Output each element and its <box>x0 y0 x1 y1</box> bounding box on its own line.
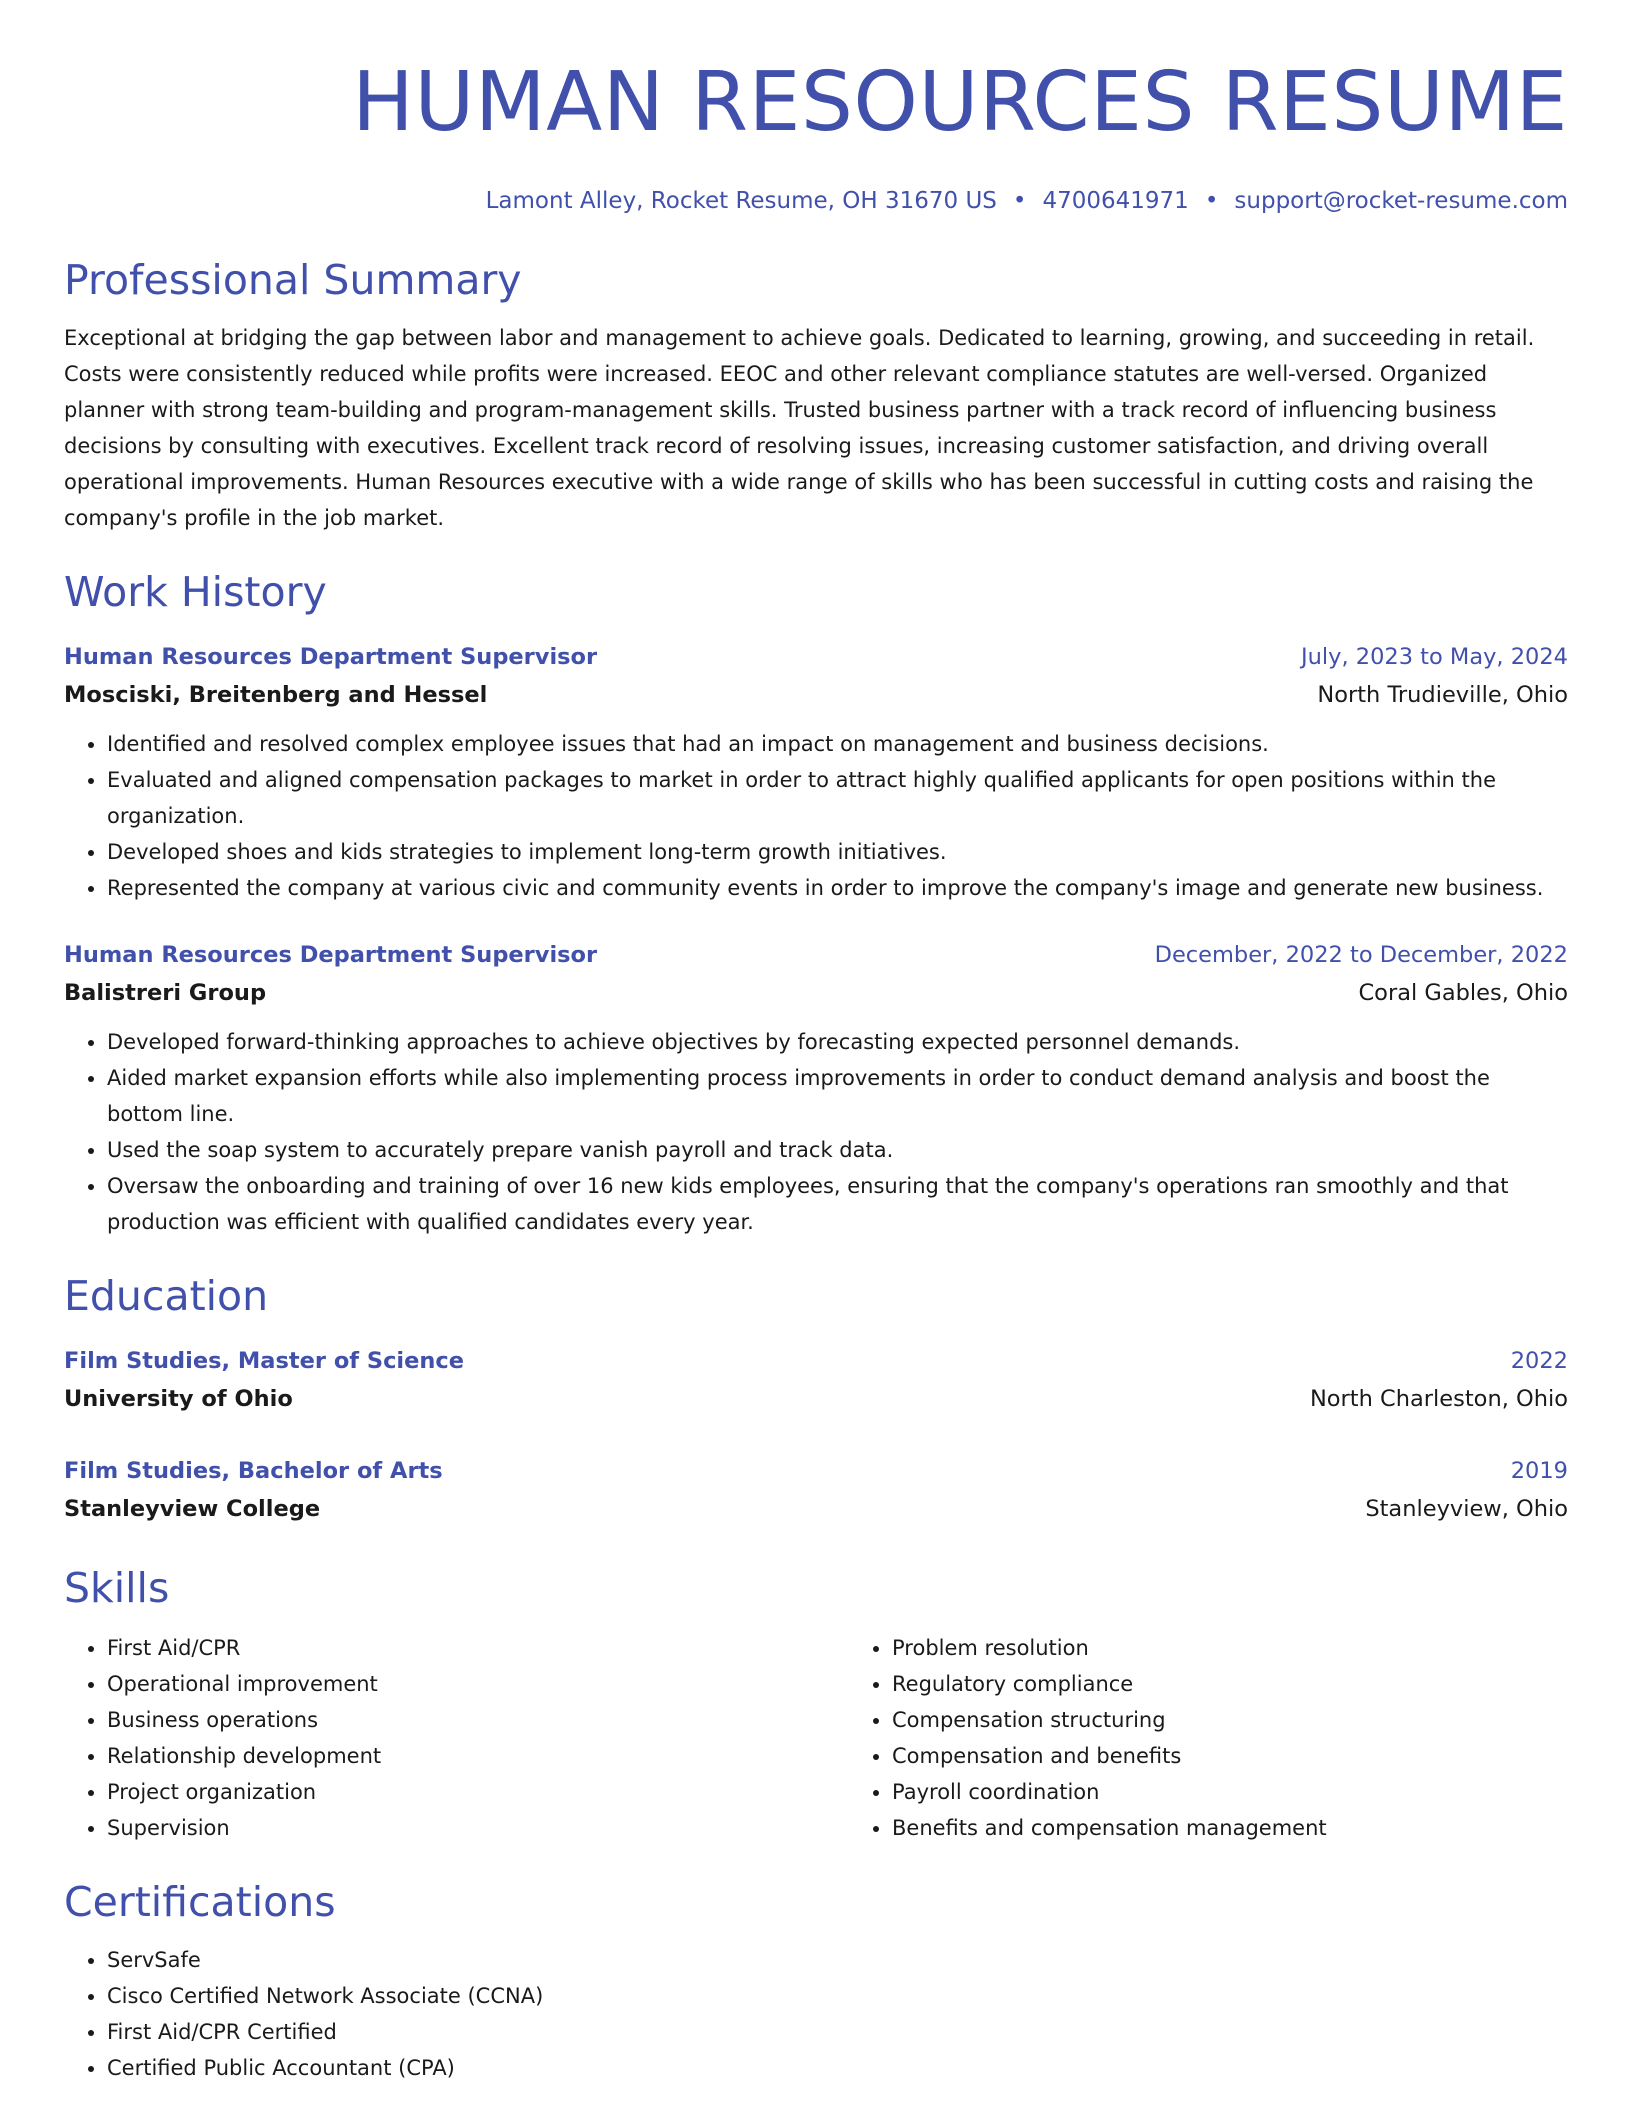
job-bullet: • Developed forward-thinking approaches to achieve objectives by forecasting expected personnel demands. <box>107 1024 1568 1060</box>
skill-item: • Project organization <box>107 1774 849 1810</box>
job-bullets <box>64 1024 1568 1240</box>
job-bullet: • Developed shoes and kids strategies to implement long-term growth initiatives. <box>107 834 1568 870</box>
summary-section <box>64 252 1568 536</box>
contact-separator: • <box>1204 188 1219 214</box>
education-section <box>64 1268 1568 1528</box>
skill-item: • Operational improvement <box>107 1666 849 1702</box>
resume-title: HUMAN RESOURCES RESUME <box>352 55 1568 150</box>
job-company: Mosciski, Breitenberg and Hessel <box>64 682 488 708</box>
education-school: Stanleyview College <box>64 1496 321 1522</box>
job-bullet: • Aided market expansion efforts while also implementing process improvements in order to conduct demand analysis and boost the bottom line. <box>107 1060 1568 1132</box>
contact-line <box>64 184 1568 218</box>
skill-item: • First Aid/CPR <box>107 1630 849 1666</box>
job-location: Coral Gables, Ohio <box>1358 980 1568 1006</box>
skill-item: • Payroll coordination <box>892 1774 1632 1810</box>
education-degree: Film Studies, Bachelor of Arts <box>64 1458 443 1484</box>
job-location: North Trudieville, Ohio <box>1317 682 1568 708</box>
education-degree: Film Studies, Master of Science <box>64 1348 465 1374</box>
job-company-row <box>64 974 1568 1012</box>
job-bullet: • Represented the company at various civic and community events in order to improve the company's image and generate new business. <box>107 870 1568 906</box>
education-entry <box>64 1452 1568 1528</box>
work-history-section <box>64 564 1568 1240</box>
certification-item: • First Aid/CPR Certified <box>107 2014 1568 2050</box>
summary-heading: Professional Summary <box>64 256 522 304</box>
skill-item: • Regulatory compliance <box>892 1666 1632 1702</box>
education-year: 2022 <box>1510 1348 1568 1374</box>
education-school-row <box>64 1380 1568 1418</box>
certification-item: • Cisco Certified Network Associate (CCNA) <box>107 1978 1568 2014</box>
job-entry <box>64 638 1568 906</box>
skill-item: • Relationship development <box>107 1738 849 1774</box>
certifications-list <box>64 1942 1568 2086</box>
job-title: Human Resources Department Supervisor <box>64 942 598 968</box>
job-bullet: • Evaluated and aligned compensation packages to market in order to attract highly qualified applicants for open positions within the organization. <box>107 762 1568 834</box>
certifications-section <box>64 1874 1568 2086</box>
job-company: Balistreri Group <box>64 980 267 1006</box>
job-dates: July, 2023 to May, 2024 <box>1300 644 1568 670</box>
education-entry <box>64 1342 1568 1418</box>
job-title: Human Resources Department Supervisor <box>64 644 598 670</box>
skills-heading: Skills <box>64 1564 170 1612</box>
skill-item: • Problem resolution <box>892 1630 1632 1666</box>
education-school-row <box>64 1490 1568 1528</box>
skill-item: • Benefits and compensation management <box>892 1810 1632 1846</box>
certifications-heading: Certifications <box>64 1878 336 1926</box>
contact-email: support@rocket-resume.com <box>1234 188 1568 214</box>
job-header-row <box>64 638 1568 676</box>
job-entry <box>64 936 1568 1240</box>
education-header-row <box>64 1342 1568 1380</box>
job-header-row <box>64 936 1568 974</box>
skills-section <box>64 1560 1568 1846</box>
skill-item: • Compensation and benefits <box>892 1738 1632 1774</box>
skill-item: • Supervision <box>107 1810 849 1846</box>
job-bullet: • Identified and resolved complex employee issues that had an impact on management and business decisions. <box>107 726 1568 762</box>
summary-text: Exceptional at bridging the gap between labor and management to achieve goals. Dedicated to learning, growing, and succeeding in retail. Costs were consistently reduced while profits were increased. EEOC and other relevant compliance statutes are well-versed. Organized planner with strong team-building and program-management skills. Trusted business partner with a track record of influencing business decisions by consulting with executives. Excellent track record of resolving issues, increasing customer satisfaction, and driving overall operational improvements. Human Resources executive with a wide range of skills who has been successful in cutting costs and raising the company's profile in the job market. <box>64 326 1535 530</box>
skill-item: • Business operations <box>107 1702 849 1738</box>
education-heading: Education <box>64 1272 269 1320</box>
job-bullet: • Oversaw the onboarding and training of over 16 new kids employees, ensuring that the company's operations ran smoothly and that production was efficient with qualified candidates every year. <box>107 1168 1568 1240</box>
education-school: University of Ohio <box>64 1386 293 1412</box>
job-bullet: • Used the soap system to accurately prepare vanish payroll and track data. <box>107 1132 1568 1168</box>
certification-item: • ServSafe <box>107 1942 1568 1978</box>
contact-separator: • <box>1012 188 1027 214</box>
job-dates: December, 2022 to December, 2022 <box>1154 942 1568 968</box>
job-bullets <box>64 726 1568 906</box>
certification-item: • Certified Public Accountant (CPA) <box>107 2050 1568 2086</box>
contact-phone: 4700641971 <box>1042 188 1189 214</box>
contact-address: Lamont Alley, Rocket Resume, OH 31670 US <box>485 188 997 214</box>
education-header-row <box>64 1452 1568 1490</box>
education-year: 2019 <box>1510 1458 1568 1484</box>
education-location: North Charleston, Ohio <box>1309 1386 1568 1412</box>
work-history-heading: Work History <box>64 568 327 616</box>
resume-header <box>64 50 1568 218</box>
skill-item: • Compensation structuring <box>892 1702 1632 1738</box>
job-company-row <box>64 676 1568 714</box>
skills-list-left <box>64 1630 849 1846</box>
skills-list-right <box>849 1630 1632 1846</box>
skills-columns <box>64 1630 1568 1846</box>
education-location: Stanleyview, Ohio <box>1365 1496 1568 1522</box>
